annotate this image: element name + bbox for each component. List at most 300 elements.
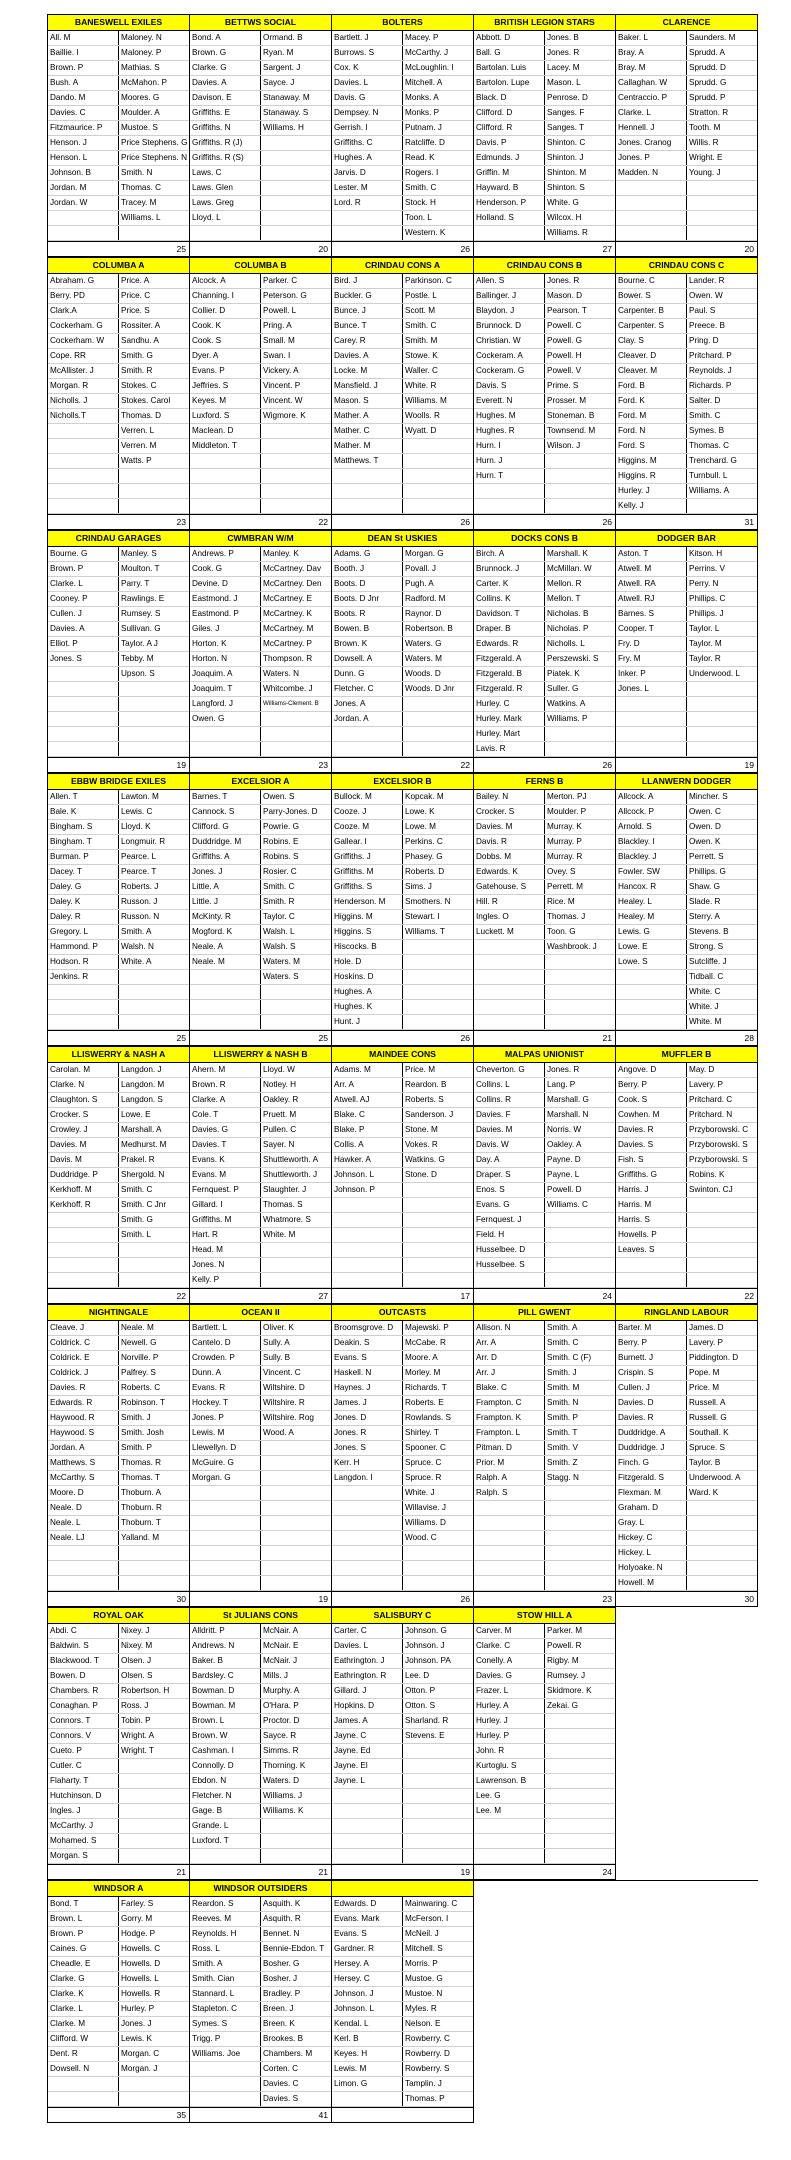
player-name: Thomas. R xyxy=(121,1458,162,1467)
player-name xyxy=(332,226,403,240)
player-name: Vickery. A xyxy=(263,366,299,375)
player-name: Ballinger. J xyxy=(474,289,545,303)
player-name: Rumsey. J xyxy=(547,1671,586,1680)
player-name: Maclean. D xyxy=(190,424,261,438)
player-name: Cook. K xyxy=(190,319,261,333)
player-name xyxy=(190,499,261,513)
player-row xyxy=(332,181,473,196)
player-name: Mohamed. S xyxy=(48,1834,119,1848)
player-name: Spruce. S xyxy=(689,1443,725,1452)
player-row xyxy=(616,1000,757,1015)
player-row xyxy=(48,1258,189,1273)
player-name: Oliver. K xyxy=(263,1323,294,1332)
player-row xyxy=(48,985,189,1000)
player-name: Bowman. D xyxy=(190,1684,261,1698)
player-row xyxy=(332,637,473,652)
player-name: Davies. M xyxy=(474,1123,545,1137)
player-name: Thoburn. R xyxy=(121,1503,162,1512)
player-name: Ford. S xyxy=(616,439,687,453)
player-name: Sharland. R xyxy=(405,1716,449,1725)
player-name: Morgan. G xyxy=(190,1471,261,1485)
player-name: Smith. Cian xyxy=(190,1972,261,1986)
player-name xyxy=(48,697,119,711)
player-name: Davis. G xyxy=(332,91,403,105)
player-name: Cheverton. G xyxy=(474,1063,545,1077)
player-name: Lewis. C xyxy=(121,807,153,816)
player-name: Cockeram. G xyxy=(474,364,545,378)
team-name: FERNS B xyxy=(474,774,615,790)
player-name xyxy=(119,712,190,726)
player-name xyxy=(190,727,261,741)
player-row xyxy=(48,910,189,925)
player-name: Price Stephens. N xyxy=(121,153,187,162)
team-name xyxy=(332,1881,473,1897)
player-name xyxy=(403,1561,474,1575)
player-name: Ralph. A xyxy=(474,1471,545,1485)
player-name: Grande. L xyxy=(190,1819,261,1833)
player-name: Bartolan. Luis xyxy=(474,61,545,75)
player-row xyxy=(190,562,331,577)
player-row xyxy=(48,31,189,46)
player-name xyxy=(261,424,332,438)
player-name xyxy=(48,1576,119,1590)
player-name: Lloyd. K xyxy=(121,822,151,831)
player-name xyxy=(403,1576,474,1590)
player-name xyxy=(616,985,687,999)
player-row xyxy=(474,577,615,592)
player-name: Hurley. C xyxy=(474,697,545,711)
team-block xyxy=(190,15,332,257)
player-row xyxy=(48,1834,189,1849)
player-row xyxy=(332,682,473,697)
player-name: Duddridge. M xyxy=(190,835,261,849)
player-name: Murray. R xyxy=(547,852,583,861)
team-block xyxy=(332,774,474,1046)
team-block xyxy=(616,774,758,1046)
player-row xyxy=(332,820,473,835)
player-name: Clifford. R xyxy=(474,121,545,135)
player-name: Ovey. S xyxy=(547,867,576,876)
team-name: MUFFLER B xyxy=(616,1047,757,1063)
player-name xyxy=(48,742,119,756)
player-name: Asquith. K xyxy=(263,1899,301,1908)
player-row xyxy=(616,1228,757,1243)
player-row xyxy=(48,1927,189,1942)
player-row xyxy=(616,1243,757,1258)
player-name xyxy=(403,1774,474,1788)
player-name xyxy=(48,1273,119,1287)
player-name: Waters. N xyxy=(263,669,300,678)
team-name: SALISBURY C xyxy=(332,1608,473,1624)
team-name: EBBW BRIDGE EXILES xyxy=(48,774,189,790)
player-name: Read. K xyxy=(405,153,435,162)
player-name xyxy=(261,1000,332,1014)
player-name: Whitcombe. J xyxy=(263,684,313,693)
player-name xyxy=(403,727,474,741)
player-name: Jayne. L xyxy=(332,1774,403,1788)
player-name: Bardsley. C xyxy=(190,1669,261,1683)
player-row xyxy=(616,970,757,985)
player-name: Hawker. A xyxy=(332,1153,403,1167)
player-name: Olsen. J xyxy=(121,1656,152,1665)
player-name xyxy=(545,1789,616,1803)
player-row xyxy=(190,1654,331,1669)
player-name: Head. M xyxy=(190,1243,261,1257)
player-row xyxy=(474,1546,615,1561)
player-row xyxy=(616,835,757,850)
player-name: Ebdon. N xyxy=(190,1774,261,1788)
player-row xyxy=(616,226,757,241)
player-name: Wilcox. H xyxy=(547,213,582,222)
player-name: Frampton. L xyxy=(474,1426,545,1440)
player-name: Bartlett. J xyxy=(332,31,403,45)
player-name: Marshall. N xyxy=(547,1110,589,1119)
player-row xyxy=(332,1063,473,1078)
player-name xyxy=(403,1819,474,1833)
player-name: Piatek. K xyxy=(547,669,580,678)
player-row xyxy=(474,289,615,304)
player-name xyxy=(261,1258,332,1272)
player-row xyxy=(332,547,473,562)
player-row xyxy=(190,1441,331,1456)
player-name: Andrews. P xyxy=(190,547,261,561)
player-name: Bush. A xyxy=(48,76,119,90)
player-name: Sterry. A xyxy=(689,912,720,921)
player-name xyxy=(332,1789,403,1803)
player-row xyxy=(48,1396,189,1411)
player-name: Clifford. W xyxy=(48,2032,119,2046)
player-name: Murphy. A xyxy=(263,1686,300,1695)
player-row xyxy=(48,835,189,850)
player-name xyxy=(545,970,616,984)
player-name: Blaydon. J xyxy=(474,304,545,318)
player-name: Hammond. P xyxy=(48,940,119,954)
player-row xyxy=(474,334,615,349)
player-name: Atwell. RJ xyxy=(616,592,687,606)
player-name xyxy=(332,484,403,498)
player-name: Thomas. C xyxy=(121,183,162,192)
team-name: St JULIANS CONS xyxy=(190,1608,331,1624)
player-row xyxy=(190,1258,331,1273)
player-name: Healey. L xyxy=(616,895,687,909)
player-name: Parkinson. C xyxy=(405,276,452,285)
player-name: Griffiths. M xyxy=(332,865,403,879)
team-name: OCEAN II xyxy=(190,1305,331,1321)
player-row xyxy=(332,925,473,940)
player-name: Hopkins. D xyxy=(332,1699,403,1713)
player-name: Smith. M xyxy=(405,336,438,345)
team-name: CRINDAU CONS A xyxy=(332,258,473,274)
player-name: Murray. P xyxy=(547,837,582,846)
player-name: Powell. V xyxy=(547,366,582,375)
player-row xyxy=(190,1639,331,1654)
player-row xyxy=(616,1213,757,1228)
player-row xyxy=(474,31,615,46)
player-name: Paul. S xyxy=(689,306,716,315)
player-name: Arnold. S xyxy=(616,820,687,834)
player-name xyxy=(261,1015,332,1029)
player-name xyxy=(403,712,474,726)
player-row xyxy=(474,1486,615,1501)
player-name: Callaghan. W xyxy=(616,76,687,90)
player-name: Hennell. J xyxy=(616,121,687,135)
player-name: Nixey. J xyxy=(121,1626,150,1635)
player-row xyxy=(48,304,189,319)
player-row xyxy=(48,1789,189,1804)
player-name: Walsh. N xyxy=(121,942,154,951)
player-row xyxy=(48,1411,189,1426)
player-name: Davies. G xyxy=(474,1669,545,1683)
team-total: 24 xyxy=(474,1864,615,1879)
player-name: Richards. P xyxy=(689,381,732,390)
player-name: Waller. C xyxy=(405,366,438,375)
player-name: Griffiths. J xyxy=(332,850,403,864)
player-name: Neale. LJ xyxy=(48,1531,119,1545)
player-name: Shuttleworth. J xyxy=(263,1170,318,1179)
player-name xyxy=(261,166,332,180)
player-name: Howell. M xyxy=(616,1576,687,1590)
player-name xyxy=(261,1456,332,1470)
player-name: McAllister. J xyxy=(48,364,119,378)
player-row xyxy=(190,484,331,499)
player-row xyxy=(48,1669,189,1684)
player-name: Brookes. B xyxy=(263,2034,304,2043)
player-name: Neale. M xyxy=(121,1323,154,1332)
player-name: Hole. D xyxy=(332,955,403,969)
player-name xyxy=(616,727,687,741)
player-name: Russell. G xyxy=(689,1413,727,1422)
player-row xyxy=(616,1015,757,1030)
player-name: Alcock. A xyxy=(190,274,261,288)
player-name: Draper. B xyxy=(474,622,545,636)
player-row xyxy=(48,742,189,757)
player-name xyxy=(545,1714,616,1728)
player-name: Lowe. S xyxy=(616,955,687,969)
team-total: 19 xyxy=(190,1591,331,1606)
player-name: Mitchell. S xyxy=(405,1944,443,1953)
team-block xyxy=(616,531,758,773)
player-name xyxy=(616,1000,687,1014)
player-row xyxy=(332,1759,473,1774)
player-name: Thoburn. A xyxy=(121,1488,162,1497)
player-name xyxy=(474,1576,545,1590)
player-name xyxy=(545,1744,616,1758)
player-name: Cueto. P xyxy=(48,1744,119,1758)
player-name: Taylor. B xyxy=(689,1458,721,1467)
player-row xyxy=(190,1897,331,1912)
player-row xyxy=(190,865,331,880)
player-name xyxy=(545,1015,616,1029)
player-name: Majewski. P xyxy=(405,1323,449,1332)
player-row xyxy=(474,820,615,835)
player-row xyxy=(48,2092,189,2107)
player-name xyxy=(332,1819,403,1833)
player-name: Watkins. A xyxy=(547,699,586,708)
team-total: 26 xyxy=(332,1591,473,1606)
player-name xyxy=(119,1000,190,1014)
team-total: 20 xyxy=(616,241,757,256)
player-row xyxy=(332,880,473,895)
player-name xyxy=(190,454,261,468)
player-name: Bennet. N xyxy=(263,1929,300,1938)
player-name: Williams. T xyxy=(405,927,445,936)
player-name xyxy=(332,1228,403,1242)
player-row xyxy=(616,820,757,835)
player-name: Brown. L xyxy=(190,1714,261,1728)
player-name: Morgan. R xyxy=(48,379,119,393)
player-name: Smith. C xyxy=(689,411,721,420)
player-row xyxy=(190,1138,331,1153)
player-name: Shirley. T xyxy=(405,1428,439,1437)
player-name xyxy=(474,1000,545,1014)
player-name: Broomsgrove. D xyxy=(332,1321,403,1335)
player-row xyxy=(332,2017,473,2032)
player-row xyxy=(474,1153,615,1168)
player-name: Davies. D xyxy=(616,1396,687,1410)
player-name: McCartney. Den xyxy=(263,579,322,588)
player-row xyxy=(616,349,757,364)
player-name: Longmuir. R xyxy=(121,837,166,846)
player-name: Tobin. P xyxy=(121,1716,151,1725)
player-name xyxy=(687,226,758,240)
team-block xyxy=(474,15,616,257)
player-row xyxy=(332,652,473,667)
team-total: 19 xyxy=(616,757,757,772)
player-name: Clifford. G xyxy=(190,820,261,834)
player-name: Williams. M xyxy=(405,396,447,405)
player-name: Cooze. M xyxy=(332,820,403,834)
player-name xyxy=(261,181,332,195)
player-name: Cole. T xyxy=(190,1108,261,1122)
player-name xyxy=(261,499,332,513)
player-row xyxy=(474,1138,615,1153)
player-name xyxy=(545,955,616,969)
player-name xyxy=(332,1273,403,1287)
player-name: Dobbs. M xyxy=(474,850,545,864)
player-name: Pugh. A xyxy=(405,579,434,588)
team-band xyxy=(47,1607,616,1880)
team-block xyxy=(474,531,616,773)
player-name: Clarke. N xyxy=(48,1078,119,1092)
player-name: Cutler. C xyxy=(48,1759,119,1773)
player-name xyxy=(687,1198,758,1212)
player-name: McCartney. Dav xyxy=(263,564,322,573)
player-name xyxy=(261,136,332,150)
player-row xyxy=(48,1819,189,1834)
player-row xyxy=(190,196,331,211)
player-name xyxy=(545,1759,616,1773)
player-name: Davies. A xyxy=(190,76,261,90)
player-name: Phillips. G xyxy=(689,867,726,876)
player-name: McLoughlin. I xyxy=(405,63,454,72)
player-name: Rosier. C xyxy=(263,867,297,876)
player-name: Jones. A xyxy=(332,697,403,711)
team-name: BETTWS SOCIAL xyxy=(190,15,331,31)
player-name: Russon. N xyxy=(121,912,160,921)
player-name: Perkins. C xyxy=(405,837,443,846)
player-row xyxy=(616,1396,757,1411)
team-name: DODGER BAR xyxy=(616,531,757,547)
player-row xyxy=(474,727,615,742)
player-row xyxy=(190,607,331,622)
player-name xyxy=(545,1501,616,1515)
team-band xyxy=(47,14,758,257)
player-name: Davies. G xyxy=(190,1123,261,1137)
player-row xyxy=(48,940,189,955)
player-row xyxy=(190,1351,331,1366)
player-row xyxy=(48,2032,189,2047)
player-name xyxy=(616,196,687,210)
player-name xyxy=(474,499,545,513)
player-name: Smith. T xyxy=(547,1428,578,1437)
team-total xyxy=(332,2107,473,2122)
player-name: Enos. S xyxy=(474,1183,545,1197)
player-name xyxy=(616,226,687,240)
player-name: Giles. J xyxy=(190,622,261,636)
player-name: Ratcliffe. D xyxy=(405,138,445,147)
player-name: Shaw. G xyxy=(689,882,720,891)
player-row xyxy=(474,835,615,850)
player-row xyxy=(190,697,331,712)
player-name xyxy=(261,469,332,483)
player-name: McMillan. W xyxy=(547,564,592,573)
player-name: Stock. H xyxy=(405,198,436,207)
player-row xyxy=(474,1639,615,1654)
player-name xyxy=(403,970,474,984)
player-row xyxy=(48,1699,189,1714)
player-name: McCartney. M xyxy=(263,624,314,633)
player-row xyxy=(616,151,757,166)
player-name: Llewellyn. D xyxy=(190,1441,261,1455)
player-name: Vincent. C xyxy=(263,1368,301,1377)
player-name: Evans. R xyxy=(190,1381,261,1395)
player-name xyxy=(190,1015,261,1029)
player-name xyxy=(332,1849,403,1863)
team-block xyxy=(190,1608,332,1880)
player-row xyxy=(190,970,331,985)
team-total: 17 xyxy=(332,1288,473,1303)
player-row xyxy=(48,790,189,805)
player-name xyxy=(332,1834,403,1848)
player-name: Davies. S xyxy=(263,2094,299,2103)
player-name: Lowe. M xyxy=(405,822,436,831)
player-name: Manley. K xyxy=(263,549,299,558)
player-name: Horton. K xyxy=(190,637,261,651)
player-name: Ball. G xyxy=(474,46,545,60)
player-name xyxy=(545,1213,616,1227)
player-name xyxy=(261,211,332,225)
player-name xyxy=(48,1546,119,1560)
team-band xyxy=(47,257,758,530)
player-name: Perszewski. S xyxy=(547,654,599,663)
player-row xyxy=(474,910,615,925)
player-row xyxy=(190,409,331,424)
player-name: Johnson. PA xyxy=(405,1656,451,1665)
player-row xyxy=(48,1546,189,1561)
player-name: Clarke. M xyxy=(48,2017,119,2031)
player-name: Evans. M xyxy=(190,1168,261,1182)
player-name: Smith. C xyxy=(405,183,437,192)
player-name xyxy=(332,1258,403,1272)
player-name: Hurley. J xyxy=(616,484,687,498)
player-row xyxy=(48,1639,189,1654)
player-name: Mather. A xyxy=(332,409,403,423)
player-name: Powell. R xyxy=(547,1641,582,1650)
player-name: Dempsey. N xyxy=(332,106,403,120)
team-name: STOW HILL A xyxy=(474,1608,615,1624)
player-name xyxy=(332,1546,403,1560)
player-name: Vincent. P xyxy=(263,381,301,390)
